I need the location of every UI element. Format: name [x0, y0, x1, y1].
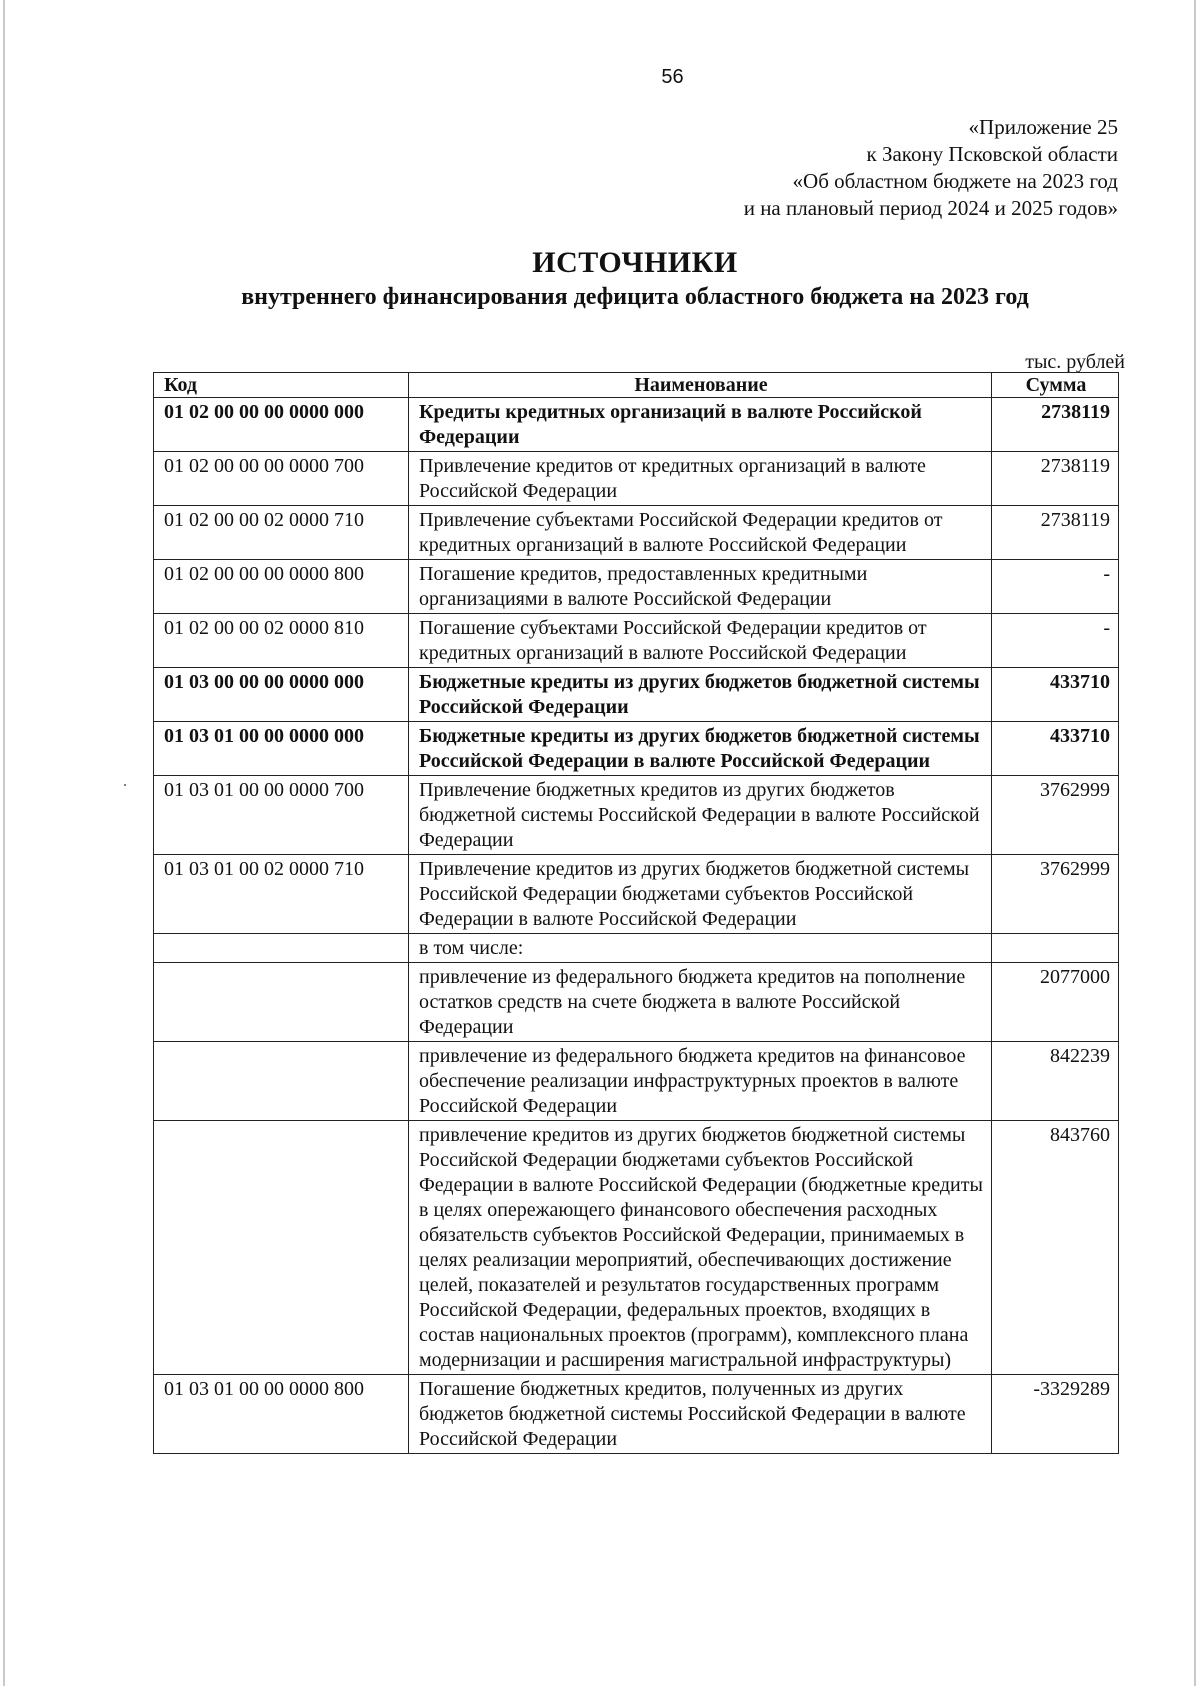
row-name: Погашение кредитов, предоставленных кредитными организациями в валюте Российской Федерации: [409, 560, 992, 614]
row-code: 01 03 01 00 02 0000 710: [154, 855, 409, 934]
row-name: Бюджетные кредиты из других бюджетов бюджетной системы Российской Федерации: [409, 668, 992, 722]
row-amount: 842239: [992, 1042, 1119, 1121]
row-amount: 433710: [992, 668, 1119, 722]
sources-table: [153, 372, 1119, 1454]
table-row: [154, 776, 1119, 855]
document-subtitle: внутреннего финансирования дефицита областного бюджета на 2023 год: [241, 284, 1029, 310]
row-name: Кредиты кредитных организаций в валюте Российской Федерации: [409, 398, 992, 452]
row-amount: 843760: [992, 1121, 1119, 1375]
row-amount: -3329289: [992, 1375, 1119, 1454]
row-amount: 3762999: [992, 855, 1119, 934]
row-name: привлечение из федерального бюджета кредитов на финансовое обеспечение реализации инфраструктурных проектов в валюте Российской Федерации: [409, 1042, 992, 1121]
header-code: Код: [154, 373, 409, 398]
header-amount: Сумма: [992, 373, 1119, 398]
row-code: 01 02 00 00 00 0000 800: [154, 560, 409, 614]
appendix-line: к Закону Псковской области: [866, 142, 1118, 166]
row-name: Привлечение кредитов от кредитных организаций в валюте Российской Федерации: [409, 452, 992, 506]
row-amount: 433710: [992, 722, 1119, 776]
row-amount: 2738119: [992, 452, 1119, 506]
table-row: [154, 934, 1119, 963]
row-name: Бюджетные кредиты из других бюджетов бюджетной системы Российской Федерации в валюте Российской Федерации: [409, 722, 992, 776]
table-row: [154, 1121, 1119, 1375]
appendix-line: и на плановый период 2024 и 2025 годов»: [743, 196, 1118, 220]
row-name: Погашение бюджетных кредитов, полученных из других бюджетов бюджетной системы Российской Федерации в валюте Российской Федерации: [409, 1375, 992, 1454]
row-code: 01 02 00 00 00 0000 700: [154, 452, 409, 506]
table-row: [154, 668, 1119, 722]
table-row: [154, 614, 1119, 668]
row-code: [154, 1121, 409, 1375]
row-name: Привлечение бюджетных кредитов из других бюджетов бюджетной системы Российской Федерации в валюте Российской Федерации: [409, 776, 992, 855]
row-code: 01 03 00 00 00 0000 000: [154, 668, 409, 722]
units-label: тыс. рублей: [1025, 351, 1125, 373]
row-amount: 3762999: [992, 776, 1119, 855]
row-name: привлечение кредитов из других бюджетов бюджетной системы Российской Федерации бюджетами субъектов Российской Федерации в валюте Российской Федерации (бюджетные кредиты в целях опережающего финансового обеспечения расходных обязательств субъектов Российской Федерации, принимаемых в целях реализации мероприятий, обеспечивающих достижение целей, показателей и результатов государственных программ Российской Федерации, федеральных проектов, входящих в состав национальных проектов (программ), комплексного плана модернизации и расширения магистральной инфраструктуры): [409, 1121, 992, 1375]
table-row: [154, 452, 1119, 506]
row-amount: [992, 934, 1119, 963]
row-code: 01 02 00 00 02 0000 810: [154, 614, 409, 668]
table-row: [154, 855, 1119, 934]
document-title: ИСТОЧНИКИ: [532, 246, 738, 279]
table-header-row: [154, 373, 1119, 398]
row-code: 01 03 01 00 00 0000 700: [154, 776, 409, 855]
row-code: 01 03 01 00 00 0000 800: [154, 1375, 409, 1454]
table-row: [154, 398, 1119, 452]
row-name: в том числе:: [409, 934, 992, 963]
scan-speck: [124, 784, 126, 786]
table-row: [154, 963, 1119, 1042]
row-name: привлечение из федерального бюджета кредитов на пополнение остатков средств на счете бюджета в валюте Российской Федерации: [409, 963, 992, 1042]
appendix-line: «Приложение 25: [968, 115, 1118, 139]
row-name: Привлечение кредитов из других бюджетов бюджетной системы Российской Федерации бюджетами субъектов Российской Федерации в валюте Российской Федерации: [409, 855, 992, 934]
table-row: [154, 1375, 1119, 1454]
row-code: [154, 934, 409, 963]
table-row: [154, 506, 1119, 560]
row-name: Погашение субъектами Российской Федерации кредитов от кредитных организаций в валюте Российской Федерации: [409, 614, 992, 668]
table-row: [154, 1042, 1119, 1121]
row-code: 01 02 00 00 02 0000 710: [154, 506, 409, 560]
row-code: [154, 963, 409, 1042]
row-amount: 2738119: [992, 398, 1119, 452]
row-code: 01 03 01 00 00 0000 000: [154, 722, 409, 776]
page-number: 56: [661, 66, 684, 88]
appendix-line: «Об областном бюджете на 2023 год: [792, 169, 1118, 193]
row-amount: 2077000: [992, 963, 1119, 1042]
row-amount: 2738119: [992, 506, 1119, 560]
row-amount: -: [992, 560, 1119, 614]
row-code: 01 02 00 00 00 0000 000: [154, 398, 409, 452]
table-row: [154, 722, 1119, 776]
row-name: Привлечение субъектами Российской Федерации кредитов от кредитных организаций в валюте Российской Федерации: [409, 506, 992, 560]
row-code: [154, 1042, 409, 1121]
table-row: [154, 560, 1119, 614]
appendix-reference: [744, 114, 1118, 222]
header-name: Наименование: [409, 373, 992, 398]
row-amount: -: [992, 614, 1119, 668]
